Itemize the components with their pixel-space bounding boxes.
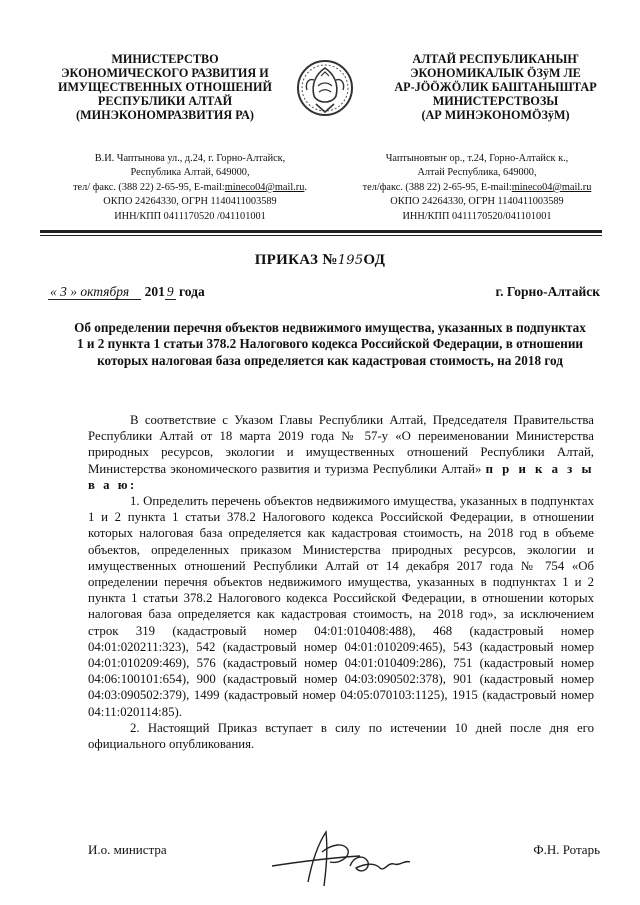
- contact-line: [40, 181, 340, 195]
- okpo-line: ОКПО 24264330, ОГРН 1140411003589: [390, 196, 564, 208]
- org-line: АЛТАЙ РЕСПУБЛИКАНЫҤ: [412, 52, 579, 66]
- org-line: МИНИСТЕРСТВО: [111, 52, 219, 66]
- preamble-paragraph: В соответствие с Указом Главы Республики Алтай, Председателя Правительства Республики Алтай от 18 марта 2019 года № 57-у «О переименовании Министерства природных ресурсов, экологии и имущественных отношений Республики Алтай, Министерства экономического развития и туризма Республики Алтай» п р и к а з ы в а ю:: [88, 413, 595, 492]
- okpo-line: ОКПО 24264330, ОГРН 1140411003589: [103, 196, 277, 208]
- order-title-prefix: ПРИКАЗ №: [254, 252, 338, 268]
- order-body: [88, 412, 594, 752]
- order-date-day-month: « 3 » октября: [48, 284, 141, 300]
- org-name-russian: [40, 52, 290, 122]
- phone-suffix: .: [304, 181, 307, 193]
- email-link[interactable]: mineco04@mail.ru: [224, 181, 305, 193]
- email-link[interactable]: mineco04@mail.ru: [511, 181, 592, 193]
- contact-line: [322, 181, 632, 195]
- address-block-russian: [40, 152, 340, 224]
- order-title-suffix: ОД: [363, 252, 386, 268]
- inn-line: ИНН/КПП 0411170520/041101001: [402, 210, 552, 222]
- org-line: ЭКОНОМИЧЕСКОГО РАЗВИТИЯ И: [61, 66, 269, 80]
- order-date: [48, 284, 205, 300]
- header-divider-thin: [40, 235, 602, 236]
- item-2-paragraph: 2. Настоящий Приказ вступает в силу по истечении 10 дней после дня его официального опубликования.: [88, 720, 594, 752]
- phone-fax: тел/ факс. (388 22) 2-65-95, E-mail:: [73, 181, 225, 193]
- order-city: г. Горно-Алтайск: [495, 284, 600, 299]
- order-title: [0, 252, 640, 269]
- item-1-paragraph: 1. Определить перечень объектов недвижимого имущества, указанных в подпунктах 1 и 2 пункта 1 статьи 378.2 Налогового кодекса Российской Федерации, в отношении которых налоговая база определяется как кадастровая стоимость, на 2018 год в объеме объектов, определенных приказом Министерства природных ресурсов, экологии и имущественных отношений Республики Алтай от 14 декабря 2017 года № 754 «Об определении перечня объектов недвижимого имущества, указанных в подпунктах 1 и 2 пункта 1 статьи 378.2 Налогового кодекса Российской Федерации, в отношении которых налоговая база определяется как кадастровая стоимость, на 2018 год», за исключением строк 319 (кадастровый номер 04:01:010408:488), 468 (кадастровый номер 04:01:020211:323), 542 (кадастровый номер 04:01:010209:465), 543 (кадастровый номер 04:01:010209:469), 576 (кадастровый номер 04:01:010409:286), 751 (кадастровый номер 04:06:100101:654), 900 (кадастровый номер 04:03:090502:378), 901 (кадастровый номер 04:03:090502:379), 1499 (кадастровый номер 04:05:070103:1125), 1915 (кадастровый номер 04:11:020114:85).: [88, 494, 594, 719]
- signer-position: И.о. министра: [88, 842, 167, 857]
- org-line: РЕСПУБЛИКИ АЛТАЙ: [97, 94, 233, 108]
- address-line: В.И. Чаптынова ул., д.24, г. Горно-Алтайск,: [94, 153, 286, 164]
- org-line: АР-JÖÖЖÖЛИК БАШТАНЫШТАР: [394, 80, 597, 94]
- org-line: (АР МИНЭКОНОМÖЗÿМ): [421, 108, 570, 122]
- address-block-altai: [322, 152, 632, 224]
- org-name-altai: [368, 52, 623, 122]
- phone-fax: тел/факс. (388 22) 2-65-95, E-mail:: [362, 181, 512, 193]
- address-line: Чаптыновтыҥ ор., т.24, Горно-Алтайск к.,: [385, 153, 569, 164]
- order-word: п р и к а з ы в а ю:: [88, 461, 595, 492]
- org-line: МИНИСТЕРСТВОЗЫ: [432, 94, 559, 108]
- order-date-year: 201 9 года: [144, 284, 205, 299]
- address-line: Алтай Республика, 649000,: [417, 167, 537, 179]
- order-heading: Об определении перечня объектов недвижимого имущества, указанных в подпунктах 1 и 2 пункта 1 статьи 378.2 Налогового кодекса Российской Федерации, в отношении которых налоговая база определяется как кадастровая стоимость, на 2018 год: [74, 320, 586, 368]
- coat-of-arms-emblem: [296, 56, 354, 120]
- address-line: Республика Алтай, 649000,: [130, 167, 250, 179]
- inn-line: ИНН/КПП 0411170520 /041101001: [114, 210, 266, 222]
- signer-name: Ф.Н. Ротарь: [533, 842, 600, 857]
- org-line: ЭКОНОМИКАЛЫК ÖЗÿМ ЛЕ: [410, 66, 581, 80]
- org-line: (МИНЭКОНОМРАЗВИТИЯ РА): [76, 108, 254, 122]
- org-line: ИМУЩЕСТВЕННЫХ ОТНОШЕНИЙ: [58, 80, 272, 94]
- order-number-handwritten: 195: [337, 253, 364, 268]
- header-divider-thick: [40, 230, 602, 233]
- handwritten-signature-icon: [268, 822, 418, 892]
